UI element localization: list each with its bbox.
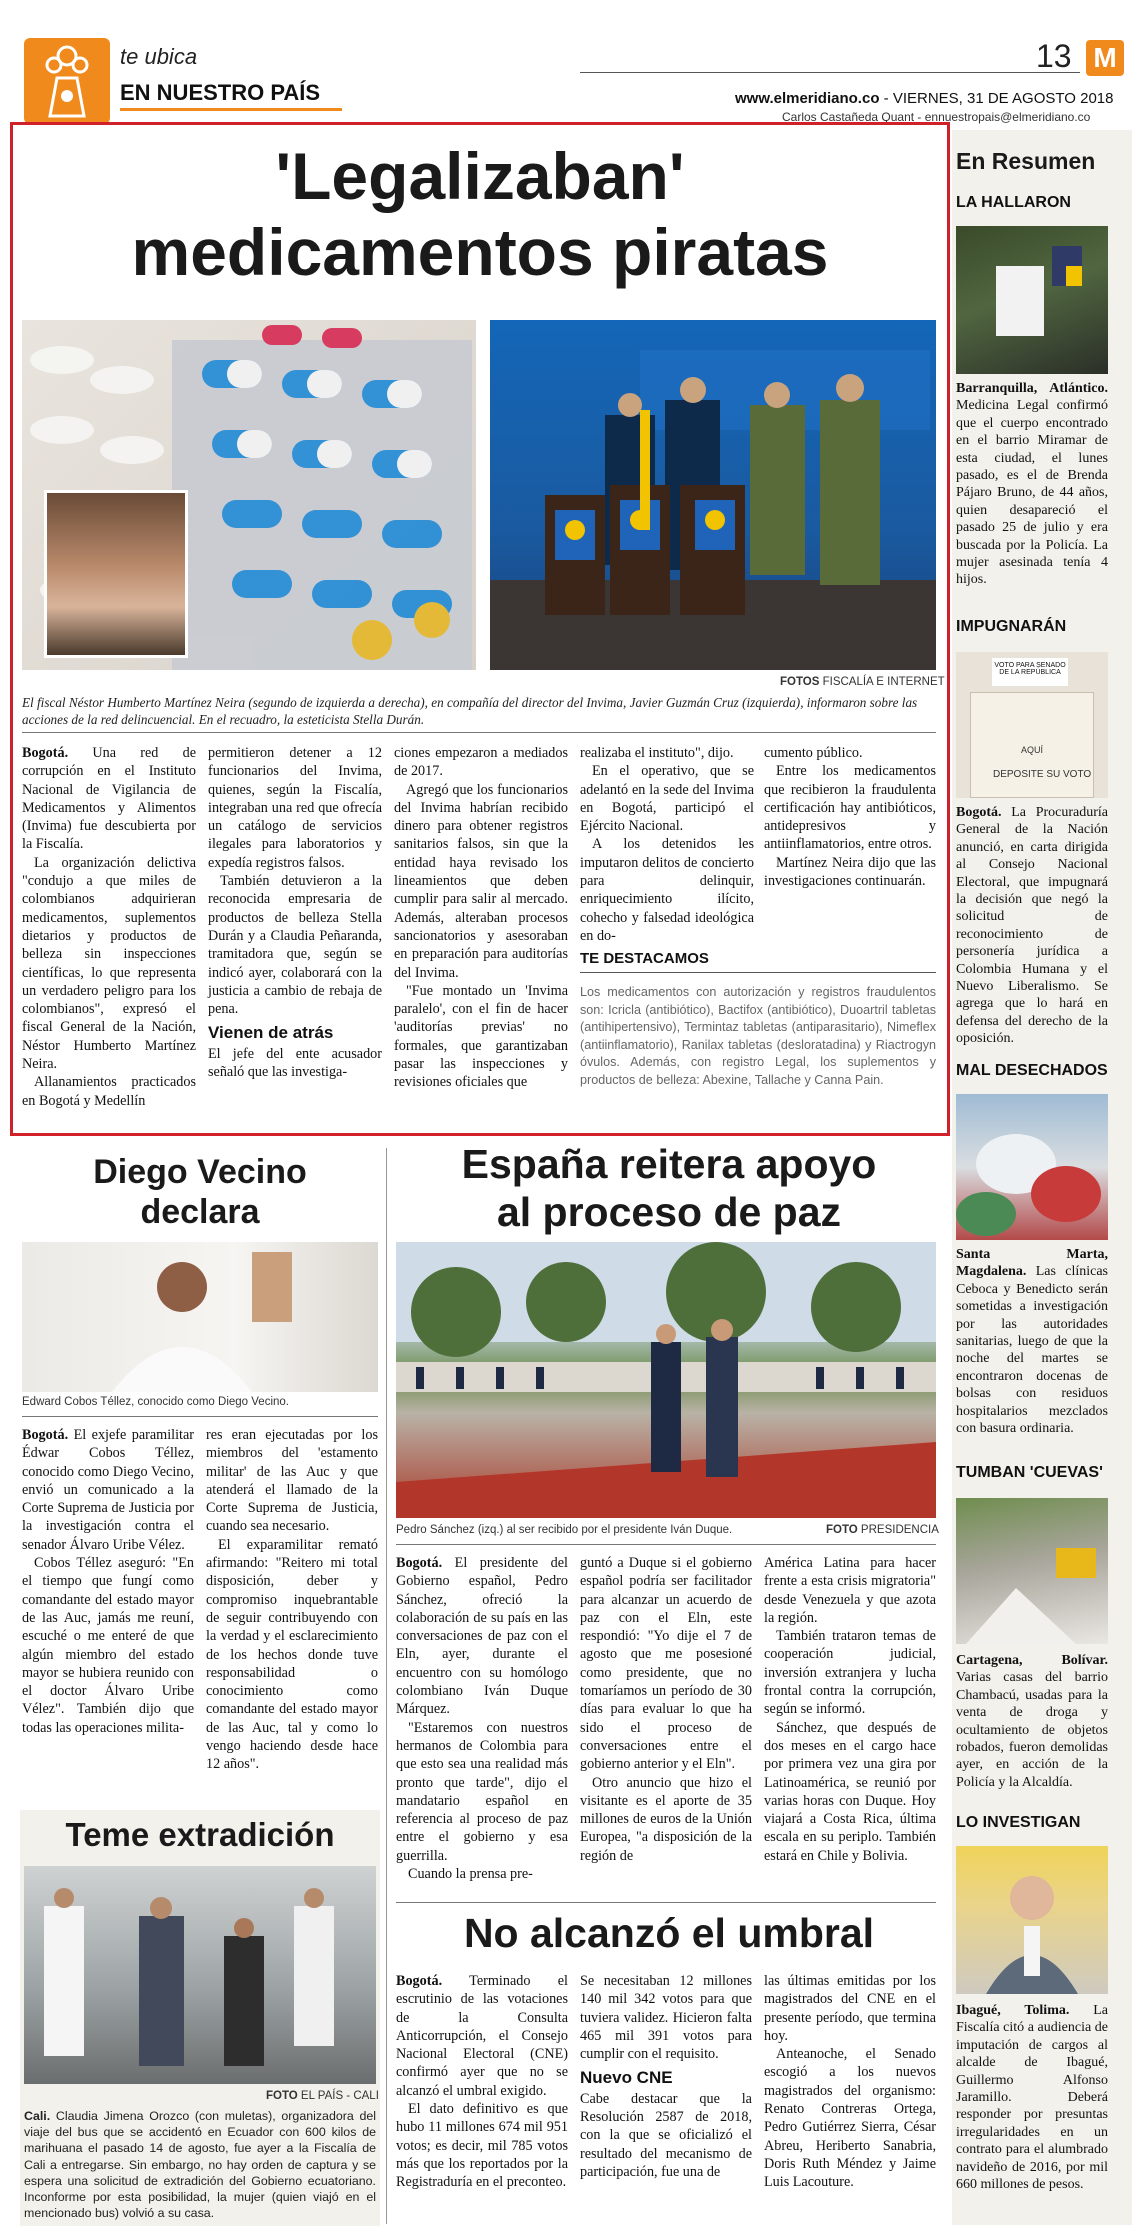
- main-col2-p0: permitieron detener a 12 funcionarios del Invima, quienes, según la Fiscalía, integraban una red que ofrecía un catálogo de servicios ilegales para laboratorios y expedía registros falsos.: [208, 745, 382, 871]
- espana-col2-p0: guntó a Duque si el gobierno español podría ser facilitador para alcanzar un acuerdo de paz con el Eln, este respondió: "Yo dije el 7 de agosto que me posesioné como presidente, que no tomaríamos un período de 30 días para evaluar lo que ha sido el proceso de conversaciones entre el gobierno anterior y el Eln".: [580, 1555, 752, 1773]
- section-underline: [120, 108, 342, 111]
- inset-portrait: [44, 490, 188, 658]
- main-col2-p1: También detuvieron a la reconocida empresaria de productos de belleza Stella Durán y a Claudia Peñaranda, tramitadora que, según se indicó ayer, colaborará con la justicia a cambio de rebaja de pena.: [208, 873, 382, 1018]
- resumen-text-1: [956, 380, 1108, 589]
- espana-headline-line-1: España reitera apoyo: [461, 1141, 877, 1187]
- main-col4-p0: realizaba el instituto", dijo.: [580, 745, 734, 761]
- ballot-box: [970, 692, 1094, 798]
- vecino-rule: [22, 1416, 378, 1417]
- main-col5-p2: Martínez Neira dijo que las investigaciones continuarán.: [764, 854, 936, 890]
- main-col2-subhead: Vienen de atrás: [208, 1023, 334, 1043]
- highlight-title: TE DESTACAMOS: [580, 950, 709, 967]
- main-col-3: [394, 744, 568, 1092]
- vecino-headline-line-1: Diego Vecino: [93, 1153, 307, 1191]
- espana-headline-line-2: al proceso de paz: [496, 1189, 842, 1235]
- vecino-photo: [22, 1242, 378, 1392]
- main-col2-after: El jefe del ente acusador señaló que las investiga-: [208, 1045, 382, 1081]
- press-conference-photo: [490, 320, 936, 670]
- ballot-paper: VOTO PARA SENADO DE LA REPÚBLICA: [992, 658, 1068, 686]
- espana-col-1: [396, 1554, 568, 1883]
- resumen-text-5: [956, 2002, 1108, 2193]
- highlight-text: Los medicamentos con autorización y registros fraudulentos son: Icricla (antibiótico), Bactifox (antibiótico), Duoartril tabletas (antihipertensivo), Termintaz tabletas (antiparasitario), Nimeflex (antiinflamatorio), Ranilax tabletas (desloratadina) y Riactrogyn óvulos. Además, con registro Legal, los suplementos y productos de belleza: Abexine, Tallache y Canna Pain.: [580, 985, 936, 1087]
- espana-credit: [826, 1524, 939, 1536]
- umbral-col2-p0: Se necesitaban 12 millones 140 mil 342 votos para que tuviera validez. Hicieron falta 465 mil 391 votos para cumplir con el requisito.: [580, 1973, 752, 2063]
- extradicion-text: [24, 2108, 376, 2221]
- dateline: [735, 90, 1113, 107]
- resumen-lead-1: Barranquilla, Atlántico.: [956, 381, 1108, 396]
- ballot-box-label-1: AQUÍ: [1021, 745, 1044, 755]
- brand-logo: M: [1086, 40, 1124, 76]
- headline-line-2: medicamentos piratas: [131, 215, 829, 289]
- vecino-lead-word: Bogotá.: [22, 1427, 69, 1443]
- main-col3-p0: ciones empezaron a mediados de 2017.: [394, 745, 568, 780]
- espana-col3-p0: América Latina para hacer frente a esta crisis migratoria" desde Venezuela y que azota la región.: [764, 1555, 936, 1626]
- section-logo: [24, 38, 110, 124]
- vecino-col2-p0: res eran ejecutadas por los miembros del 'estamento militar' de las Auc y que atenderá el llamado de la Corte Suprema de Justicia, cuando sea necesario.: [206, 1427, 378, 1535]
- main-headline: [20, 138, 940, 290]
- main-col1-p2: Allanamientos practicados en Bogotá y Medellín: [22, 1074, 196, 1109]
- espana-col3-p1: También trataron temas de cooperación judicial, inversión extranjera y lucha frontal contra la corrupción, según se informó.: [764, 1628, 936, 1718]
- umbral-col1-p0: Terminado el escrutinio de las votaciones de la Consulta Anticorrupción, el Consejo Nacional Electoral (CNE) confirmó ayer que no se alcanzó el umbral exigido.: [396, 1973, 568, 2099]
- main-lead-word: Bogotá.: [22, 745, 69, 761]
- resumen-body-4: Varias casas del barrio Chambacú, usadas para la venta de droga y ocultamiento de objetos robados, fueron demolidas ayer, en acción de la Policía y la Alcaldía.: [956, 1670, 1108, 1790]
- umbral-col-2: [580, 1972, 752, 2181]
- umbral-col1-p1: El dato definitivo es que hubo 11 millones 674 mil 951 votos; es decir, mil 785 votos más que los reportados por la Registraduría en el preconteo.: [396, 2101, 568, 2191]
- resumen-head-3: MAL DESECHADOS: [956, 1062, 1108, 1079]
- main-col5-p1: Entre los medicamentos que recibieron la fraudulenta certificación hay antibióticos, antidepresivos y antiinflamatorios, entre otros.: [764, 763, 936, 853]
- vecino-col2-p1: El exparamilitar remató afirmando: "Reitero mi total disposición, deber y compromiso inquebrantable de seguir contribuyendo con la verdad y el esclarecimiento de los hechos donde tuve responsabilidad o conocimiento como comandante del estado mayor de las Auc, tal y como lo vengo haciendo desde hace 12 años".: [206, 1536, 378, 1773]
- extradicion-credit-source: EL PAÍS - CALI: [297, 2090, 379, 2102]
- umbral-col2-after: Cabe destacar que la Resolución 2587 de 2018, con la que se oficializó el resultado del mecanismo de participación, fue una de: [580, 2090, 752, 2180]
- resumen-photo-4: [956, 1498, 1108, 1644]
- resumen-photo-3: [956, 1094, 1108, 1240]
- umbral-col-3: [764, 1972, 936, 2192]
- espana-col1-p1: "Estaremos con nuestros hermanos de Colombia para que esto sea una realidad más pronto que tarde", dijo el mandatario español en referencia al proceso de paz entre el gobierno y esa guerrilla.: [396, 1719, 568, 1864]
- main-col1-p0: Una red de corrupción en el Instituto Nacional de Vigilancia de Medicamentos y Alimentos (Invima) fue descubierta por la Fiscalía.: [22, 745, 196, 853]
- extradicion-headline: Teme extradición: [65, 1816, 335, 1853]
- vecino-col1-p0: El exjefe paramilitar Édwar Cobos Téllez, conocido como Diego Vecino, envió un comunicado a la Corte Suprema de Justicia por la investigación contra el senador Álvaro Uribe Vélez.: [22, 1427, 194, 1553]
- resumen-head-4: TUMBAN 'CUEVAS': [956, 1464, 1103, 1481]
- espana-photo: [396, 1242, 936, 1518]
- vecino-headline-line-2: declara: [140, 1193, 260, 1231]
- extradicion-body: Claudia Jimena Orozco (con muletas), organizadora del viaje del bus que se accidentó en Ecuador con 600 kilos de marihuana el pasado 14 de agosto, fue ayer a la Fiscalía de Cali a entregarse. Sin embargo, no hay orden de captura y se espera una solicitud de extradición del Gobierno ecuatoriano. Inconforme por esta posibilidad, la mujer (quien viajó en el mencionado bus) volvió a su casa.: [24, 2109, 376, 2221]
- extradicion-lead-word: Cali.: [24, 2109, 51, 2123]
- section-title: EN NUESTRO PAÍS: [120, 80, 321, 105]
- umbral-rule: [396, 1902, 936, 1903]
- column-divider: [386, 1148, 387, 2224]
- editor-line: Carlos Castañeda Quant - ennuestropais@elmeridiano.co: [782, 110, 1091, 124]
- umbral-headline: No alcanzó el umbral: [463, 1910, 875, 1956]
- resumen-head-2: IMPUGNARÁN: [956, 618, 1067, 635]
- main-col3-p1: Agregó que los funcionarios del Invima habrían recibido dinero para obtener registros sanitarios falsos, sin que la entidad haya revisado los lineamientos que deben cumplir para salir al mercado. Además, alteraban procesos sancionatorios y asesoraban en preparación para auditorías del Invima.: [394, 781, 568, 981]
- resumen-text-2: [956, 804, 1108, 1048]
- resumen-body-1: Medicina Legal confirmó que el cuerpo encontrado en el barrio Miramar de esta ciudad, el lunes pasado, es el de Brenda Pájaro Bruno, de 44 años, quien desapareció el pasado 25 de julio y era buscada por la Policía. La mujer asesinada tenía 4 hijos.: [956, 398, 1108, 588]
- vecino-col-2: [206, 1426, 378, 1774]
- header-rule: [580, 72, 1080, 73]
- resumen-lead-3: Santa Marta, Magdalena.: [956, 1247, 1108, 1280]
- resumen-head-1: LA HALLARON: [956, 194, 1071, 211]
- resumen-text-4: [956, 1652, 1108, 1791]
- page-number: 13: [1036, 38, 1072, 74]
- espana-col1-p2: Cuando la prensa pre-: [408, 1866, 533, 1883]
- main-col-4: [580, 744, 754, 945]
- main-col5-p0: cumento público.: [764, 745, 863, 761]
- headline-line-1: 'Legalizaban': [275, 139, 685, 213]
- vecino-col-1: [22, 1426, 194, 1737]
- espana-caption: Pedro Sánchez (izq.) al ser recibido por el presidente Iván Duque.: [396, 1524, 733, 1536]
- espana-rule: [396, 1544, 936, 1545]
- umbral-col3-p1: Anteanoche, el Senado escogió a los nuevos magistrados del organismo: Renato Contreras Ortega, Pedro Gutiérrez Sierra, César Abreu, Heriberto Sanabria, Doris Ruth Méndez y Jaime Luis Lacouture.: [764, 2046, 936, 2191]
- resumen-body-5: La Fiscalía citó a audiencia de imputación de cargos al alcalde de Ibagué, Guillermo Alfonso Jaramillo. Deberá responder por presuntas irregularidades en un contrato para el alumbrado navideño de 2016, por mil 660 millones de pesos.: [956, 2003, 1108, 2193]
- espana-credit-source: PRESIDENCIA: [857, 1524, 939, 1536]
- pills-photo: [22, 320, 476, 670]
- espana-credit-label: FOTO: [826, 1524, 858, 1536]
- resumen-head-5: LO INVESTIGAN: [956, 1814, 1081, 1831]
- extradicion-photo: [24, 1866, 376, 2084]
- photo-credit-label: FOTOS: [780, 676, 820, 688]
- resumen-photo-5: [956, 1846, 1108, 1994]
- caption-rule: [22, 732, 936, 733]
- vecino-headline: [20, 1152, 380, 1232]
- resumen-lead-5: Ibagué, Tolima.: [956, 2003, 1070, 2018]
- main-col-1: [22, 744, 196, 1110]
- photo-credit-source: FISCALÍA E INTERNET: [819, 676, 945, 688]
- extradicion-credit-label: FOTO: [266, 2090, 298, 2102]
- vecino-caption: Edward Cobos Téllez, conocido como Diego Vecino.: [22, 1396, 289, 1408]
- resumen-lead-4: Cartagena, Bolívar.: [956, 1653, 1108, 1668]
- photo-caption: El fiscal Néstor Humberto Martínez Neira (segundo de izquierda a derecha), en compañía del director del Invima, Javier Guzmán Cruz (izquierda), informaron sobre las acciones de la red delincuencial. En el recuadro, la esteticista Stella Durán.: [22, 695, 918, 727]
- espana-col2-p1: Otro anuncio que hizo el visitante es el aporte de 35 millones de euros de la Unión Europea, "a disposición de la región de: [580, 1774, 752, 1864]
- umbral-col2-subhead: Nuevo CNE: [580, 2068, 673, 2088]
- resumen-body-2: La Procuraduría General de la Nación anunció, en carta dirigida al Consejo Nacional Electoral, que impugnará la decisión que negó la solicitud de reconocimiento de personería jurídica a Colombia Humana y el Nuevo Liberalismo. Se agrega que lo hará en defensa del derecho de la oposición.: [956, 805, 1108, 1047]
- espana-col-3: [764, 1554, 936, 1865]
- main-col-5: [764, 744, 936, 890]
- pin-figure-icon: [24, 38, 110, 124]
- umbral-col3-p0: las últimas emitidas por los magistrados del CNE en el presente período, que termina hoy.: [764, 1973, 936, 2044]
- resumen-photo-2: [956, 652, 1108, 798]
- espana-lead-word: Bogotá.: [396, 1555, 443, 1571]
- resumen-text-3: [956, 1246, 1108, 1437]
- umbral-lead-word: Bogotá.: [396, 1973, 443, 1989]
- ballot-box-label-2: DEPOSITE SU VOTO: [993, 769, 1092, 780]
- highlight-rule: [580, 972, 936, 973]
- main-col-2: [208, 744, 382, 1081]
- umbral-col-1: [396, 1972, 568, 2192]
- espana-headline: [394, 1140, 944, 1236]
- extradicion-credit: [266, 2090, 379, 2102]
- resumen-lead-2: Bogotá.: [956, 805, 1002, 820]
- main-col4-p1: En el operativo, que se adelantó en la sede del Invima en Bogotá, participó el Ejército Nacional.: [580, 763, 754, 835]
- main-col4-p2: A los detenidos les imputaron delitos de concierto para delinquir, enriquecimiento ilícito, cohecho y falsedad ideológica en do-: [580, 836, 754, 944]
- espana-col3-p2: Sánchez, que después de dos meses en el cargo hace por primera vez una gira por Latinoamérica, se reunió por varias horas con Duque. Hoy viajará a Costa Rica, última escala en su periplo. También estará en Chile y Bolivia.: [764, 1719, 936, 1864]
- vecino-col1-p1: Cobos Téllez aseguró: "En el tiempo que fungí como comandante del estado mayor de las Auc, jamás me reuní, escuché o me enteré de que algún miembro del estado mayor se hubiera reunido con el doctor Álvaro Uribe Vélez". También dijo que todas las operaciones milita-: [22, 1555, 194, 1736]
- photo-credit: [780, 676, 945, 688]
- espana-col-2: [580, 1554, 752, 1865]
- site-url: www.elmeridiano.co: [735, 90, 880, 107]
- resumen-photo-1: [956, 226, 1108, 374]
- section-kicker: te ubica: [120, 44, 198, 69]
- main-col3-p2: "Fue montado un 'Invima paralelo', con el fin de hacer 'auditorías previas' no formales, que garantizaban pasar las inspecciones y revisiones oficiales que: [394, 982, 568, 1091]
- resumen-title: En Resumen: [956, 148, 1096, 174]
- resumen-body-3: Las clínicas Ceboca y Benedicto serán sometidas a investigación por las autoridades sanitarias, luego de que la noche del martes se encontraron docenas de bolsas con residuos hospitalarios mezclados con basura ordinaria.: [956, 1264, 1108, 1437]
- main-col1-p1: La organización delictiva "condujo a que miles de colombianos adquirieran medicamentos, suplementos dietarios y productos de belleza sin inspecciones científicas, lo que representa un verdadero peligro para los colombianos", expresó el fiscal General de la Nación, Néstor Humberto Martínez Neira.: [22, 854, 196, 1073]
- issue-date: - VIERNES, 31 DE AGOSTO 2018: [879, 90, 1114, 107]
- espana-col1-p0: El presidente del Gobierno español, Pedro Sánchez, ofreció la colaboración de su país en las conversaciones de paz con el Eln, ayer, durante el encuentro con su homólogo colombiano Iván Duque Márquez.: [396, 1555, 568, 1718]
